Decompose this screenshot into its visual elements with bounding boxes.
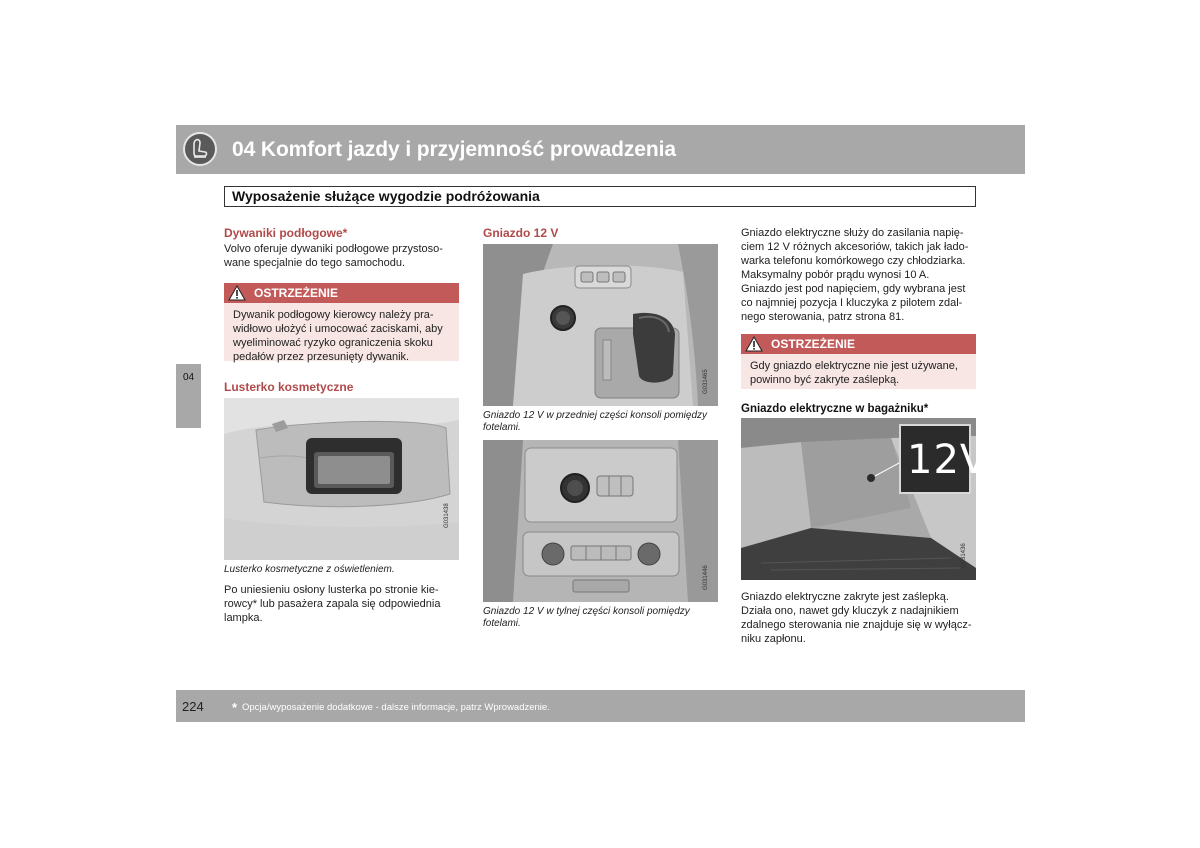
- heading-12v-socket: Gniazdo 12 V: [483, 226, 559, 240]
- warning-title: OSTRZEŻENIE: [254, 286, 339, 300]
- warning-body: Gdy gniazdo elektryczne nie jest używane, powinno być zakryte zaślepką.: [741, 354, 976, 389]
- warning-triangle-icon: [228, 285, 246, 301]
- heading-floor-mats: Dywaniki podłogowe*: [224, 226, 348, 240]
- trunk-socket-paragraph: Gniazdo elektryczne zakryte jest zaślepką. Działa ono, nawet gdy kluczyk z nadajnikiem zdalnego sterowania nie znajduje się w wyłącz- niku zapłonu.: [741, 591, 972, 645]
- section-title: Wyposażenie służące wygodzie podróżowania: [232, 188, 540, 204]
- page-number: 224: [182, 699, 204, 714]
- footnote-star: *: [232, 700, 238, 715]
- warning-header: [224, 283, 459, 303]
- image-code: G031436: [961, 543, 967, 568]
- vanity-mirror-photo: [224, 398, 459, 560]
- front-console-photo: [483, 244, 718, 406]
- 12v-label: 12V: [907, 437, 989, 483]
- vanity-mirror-paragraph: Po uniesieniu osłony lusterka po stronie kie- rowcy* lub pasażera zapala się odpowiednia lampka.: [224, 584, 441, 624]
- image-code: G031446: [703, 565, 709, 590]
- heading-trunk-socket: Gniazdo elektryczne w bagażniku*: [741, 403, 929, 415]
- rear-console-photo: [483, 440, 718, 602]
- warning-body: Dywanik podłogowy kierowcy należy pra- widłowo ułożyć i umocować zaciskami, aby wyeliminować ryzyko ograniczenia skoku pedałów przez przesunięty dywanik.: [224, 303, 459, 361]
- warning-title: OSTRZEŻENIE: [771, 337, 856, 351]
- vanity-mirror-caption: Lusterko kosmetyczne z oświetleniem.: [224, 564, 395, 575]
- socket-description-paragraph: Gniazdo elektryczne służy do zasilania napię- ciem 12 V różnych akcesoriów, takich jak łado- warka telefonu komórkowego czy chłodziarka. Maksymalny pobór prądu wynosi 10 A. Gniazdo jest pod napięciem, gdy wybrana jest co najmniej pozycja I kluczyka z pilotem zdal- nego sterowania, patrz strona 81.: [741, 227, 969, 323]
- footnote-text: Opcja/wyposażenie dodatkowe - dalsze informacje, patrz Wprowadzenie.: [242, 702, 550, 713]
- image-code: G031438: [444, 503, 450, 528]
- warning-header: [741, 334, 976, 354]
- rear-console-caption: Gniazdo 12 V w tylnej części konsoli pomiędzy fotelami.: [483, 606, 690, 629]
- seat-icon: [183, 132, 217, 166]
- image-code: G031465: [703, 369, 709, 394]
- heading-vanity-mirror: Lusterko kosmetyczne: [224, 380, 354, 394]
- front-console-caption: Gniazdo 12 V w przedniej części konsoli pomiędzy fotelami.: [483, 410, 707, 433]
- 12v-closeup-inset: [899, 424, 989, 494]
- warning-triangle-icon: [745, 336, 763, 352]
- chapter-title: 04 Komfort jazdy i przyjemność prowadzenia: [232, 138, 676, 161]
- floor-mats-paragraph: Volvo oferuje dywaniki podłogowe przystoso- wane specjalnie do tego samochodu.: [224, 243, 443, 269]
- trunk-socket-photo: [741, 418, 989, 580]
- chapter-side-tab-label: 04: [183, 372, 195, 383]
